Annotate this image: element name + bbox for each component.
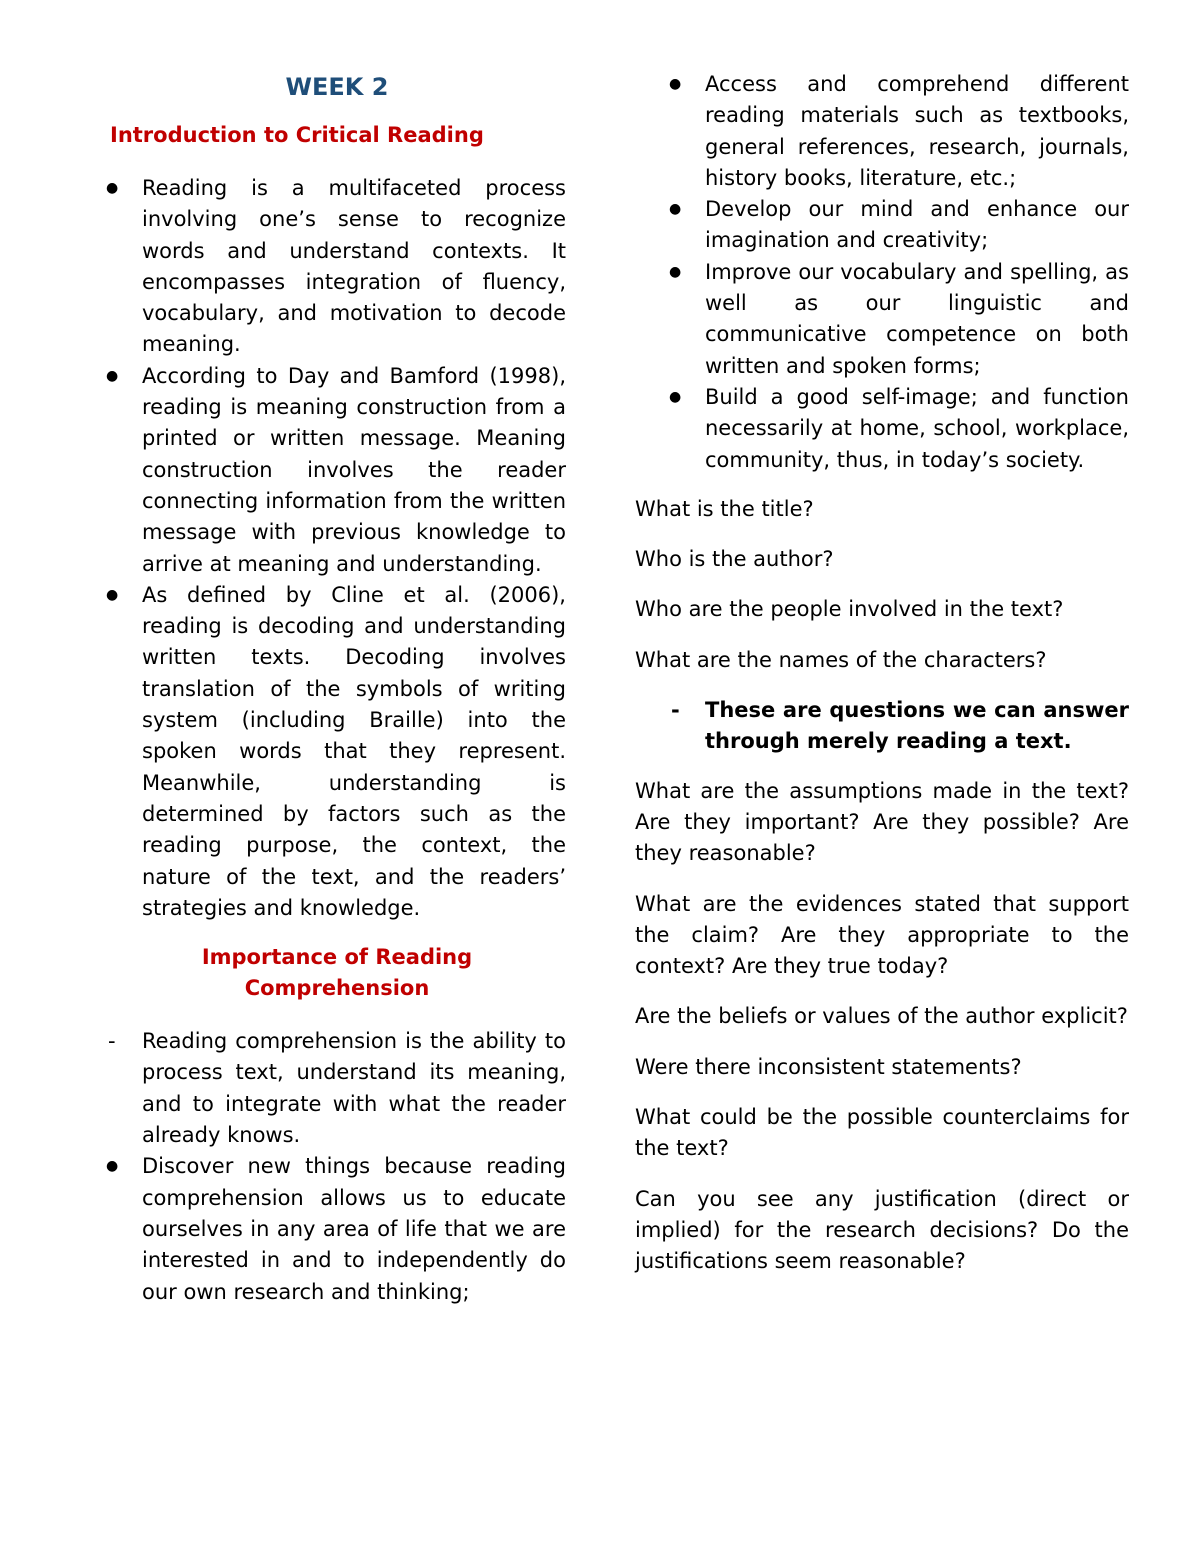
bullet-icon: ● — [669, 388, 682, 405]
list-item-text: Discover new things because reading comprehension allows us to educate ourselves in any area of life that we are interested in and to independently do our own research and thinking; — [142, 1154, 566, 1304]
importance-list — [108, 1026, 566, 1308]
list-item — [671, 69, 1129, 194]
list-item — [671, 194, 1129, 257]
list-item-text: Access and comprehend different reading materials such as textbooks, general references, research, journals, history books, literature, etc.; — [705, 72, 1129, 190]
note-list — [671, 695, 1129, 758]
intro-section-title: Introduction to Critical Reading — [110, 123, 484, 147]
importance-section-title: Importance of Reading Comprehension — [201, 945, 473, 1001]
list-item-text: Build a good self-image; and function necessarily at home, school, workplace, community, thus, in today’s society. — [705, 384, 1129, 472]
question-paragraph: Can you see any justification (direct or implied) for the research decisions? Do the justifications seem reasonable? — [635, 1186, 1129, 1274]
question-paragraph: Are the beliefs or values of the author explicit? — [635, 1004, 1128, 1029]
list-item — [671, 257, 1129, 382]
bullet-icon: ● — [669, 263, 682, 280]
dash-icon: - — [671, 698, 680, 723]
question-paragraph: What are the assumptions made in the text? Are they important? Are they possible? Are they reasonable? — [635, 778, 1129, 866]
intro-list — [108, 173, 566, 924]
bullet-icon: ● — [669, 76, 682, 92]
bullet-icon: ● — [106, 1158, 119, 1175]
list-item — [108, 1026, 566, 1151]
note-text: These are questions we can answer through merely reading a text. — [705, 698, 1129, 754]
list-item — [108, 173, 566, 361]
right-column — [635, 69, 1129, 1297]
question-paragraph: Who are the people involved in the text? — [635, 597, 1064, 622]
bullet-icon: ● — [106, 586, 119, 603]
list-item-text: As defined by Cline et al. (2006), reading is decoding and understanding written texts. Decoding involves translation of the symbols of writing system (including Braille) into the spoken words that they represent. Meanwhile, understanding is determined by factors such as the reading purpose, the context, the nature of the text, and the readers’ strategies and knowledge. — [142, 582, 566, 920]
bullet-icon: ● — [106, 180, 119, 196]
list-item-text: Reading is a multifaceted process involving one’s sense to recognize words and understand contexts. It encompasses integration of fluency, vocabulary, and motivation to decode meaning. — [142, 176, 566, 357]
question-paragraph: Who is the author? — [635, 547, 834, 572]
question-paragraph: What are the evidences stated that support the claim? Are they appropriate to the context? Are they true today? — [635, 891, 1129, 979]
question-paragraph: What are the names of the characters? — [635, 647, 1047, 672]
list-item — [108, 361, 566, 580]
bullet-icon: ● — [669, 201, 682, 218]
list-item-text: Reading comprehension is the ability to process text, understand its meaning, and to integrate with what the reader already knows. — [142, 1029, 566, 1148]
left-column — [108, 64, 566, 1308]
dash-icon: - — [108, 1029, 116, 1054]
bullet-icon: ● — [106, 367, 119, 384]
note-item — [671, 695, 1129, 758]
list-item — [108, 580, 566, 924]
question-paragraph: What could be the possible counterclaims for the text? — [635, 1105, 1129, 1161]
list-item — [671, 382, 1129, 476]
benefits-list — [671, 69, 1129, 476]
question-paragraph: Were there inconsistent statements? — [635, 1054, 1022, 1079]
week-title: WEEK 2 — [285, 73, 389, 101]
list-item-text: Improve our vocabulary and spelling, as well as our linguistic and communicative competence on both written and spoken forms; — [705, 259, 1129, 378]
list-item-text: According to Day and Bamford (1998), reading is meaning construction from a printed or written message. Meaning construction involves the reader connecting information from the written message with previous knowledge to arrive at meaning and understanding. — [142, 363, 566, 576]
question-paragraph: What is the title? — [635, 496, 814, 521]
list-item — [108, 1151, 566, 1307]
list-item-text: Develop our mind and enhance our imagination and creativity; — [705, 197, 1129, 253]
